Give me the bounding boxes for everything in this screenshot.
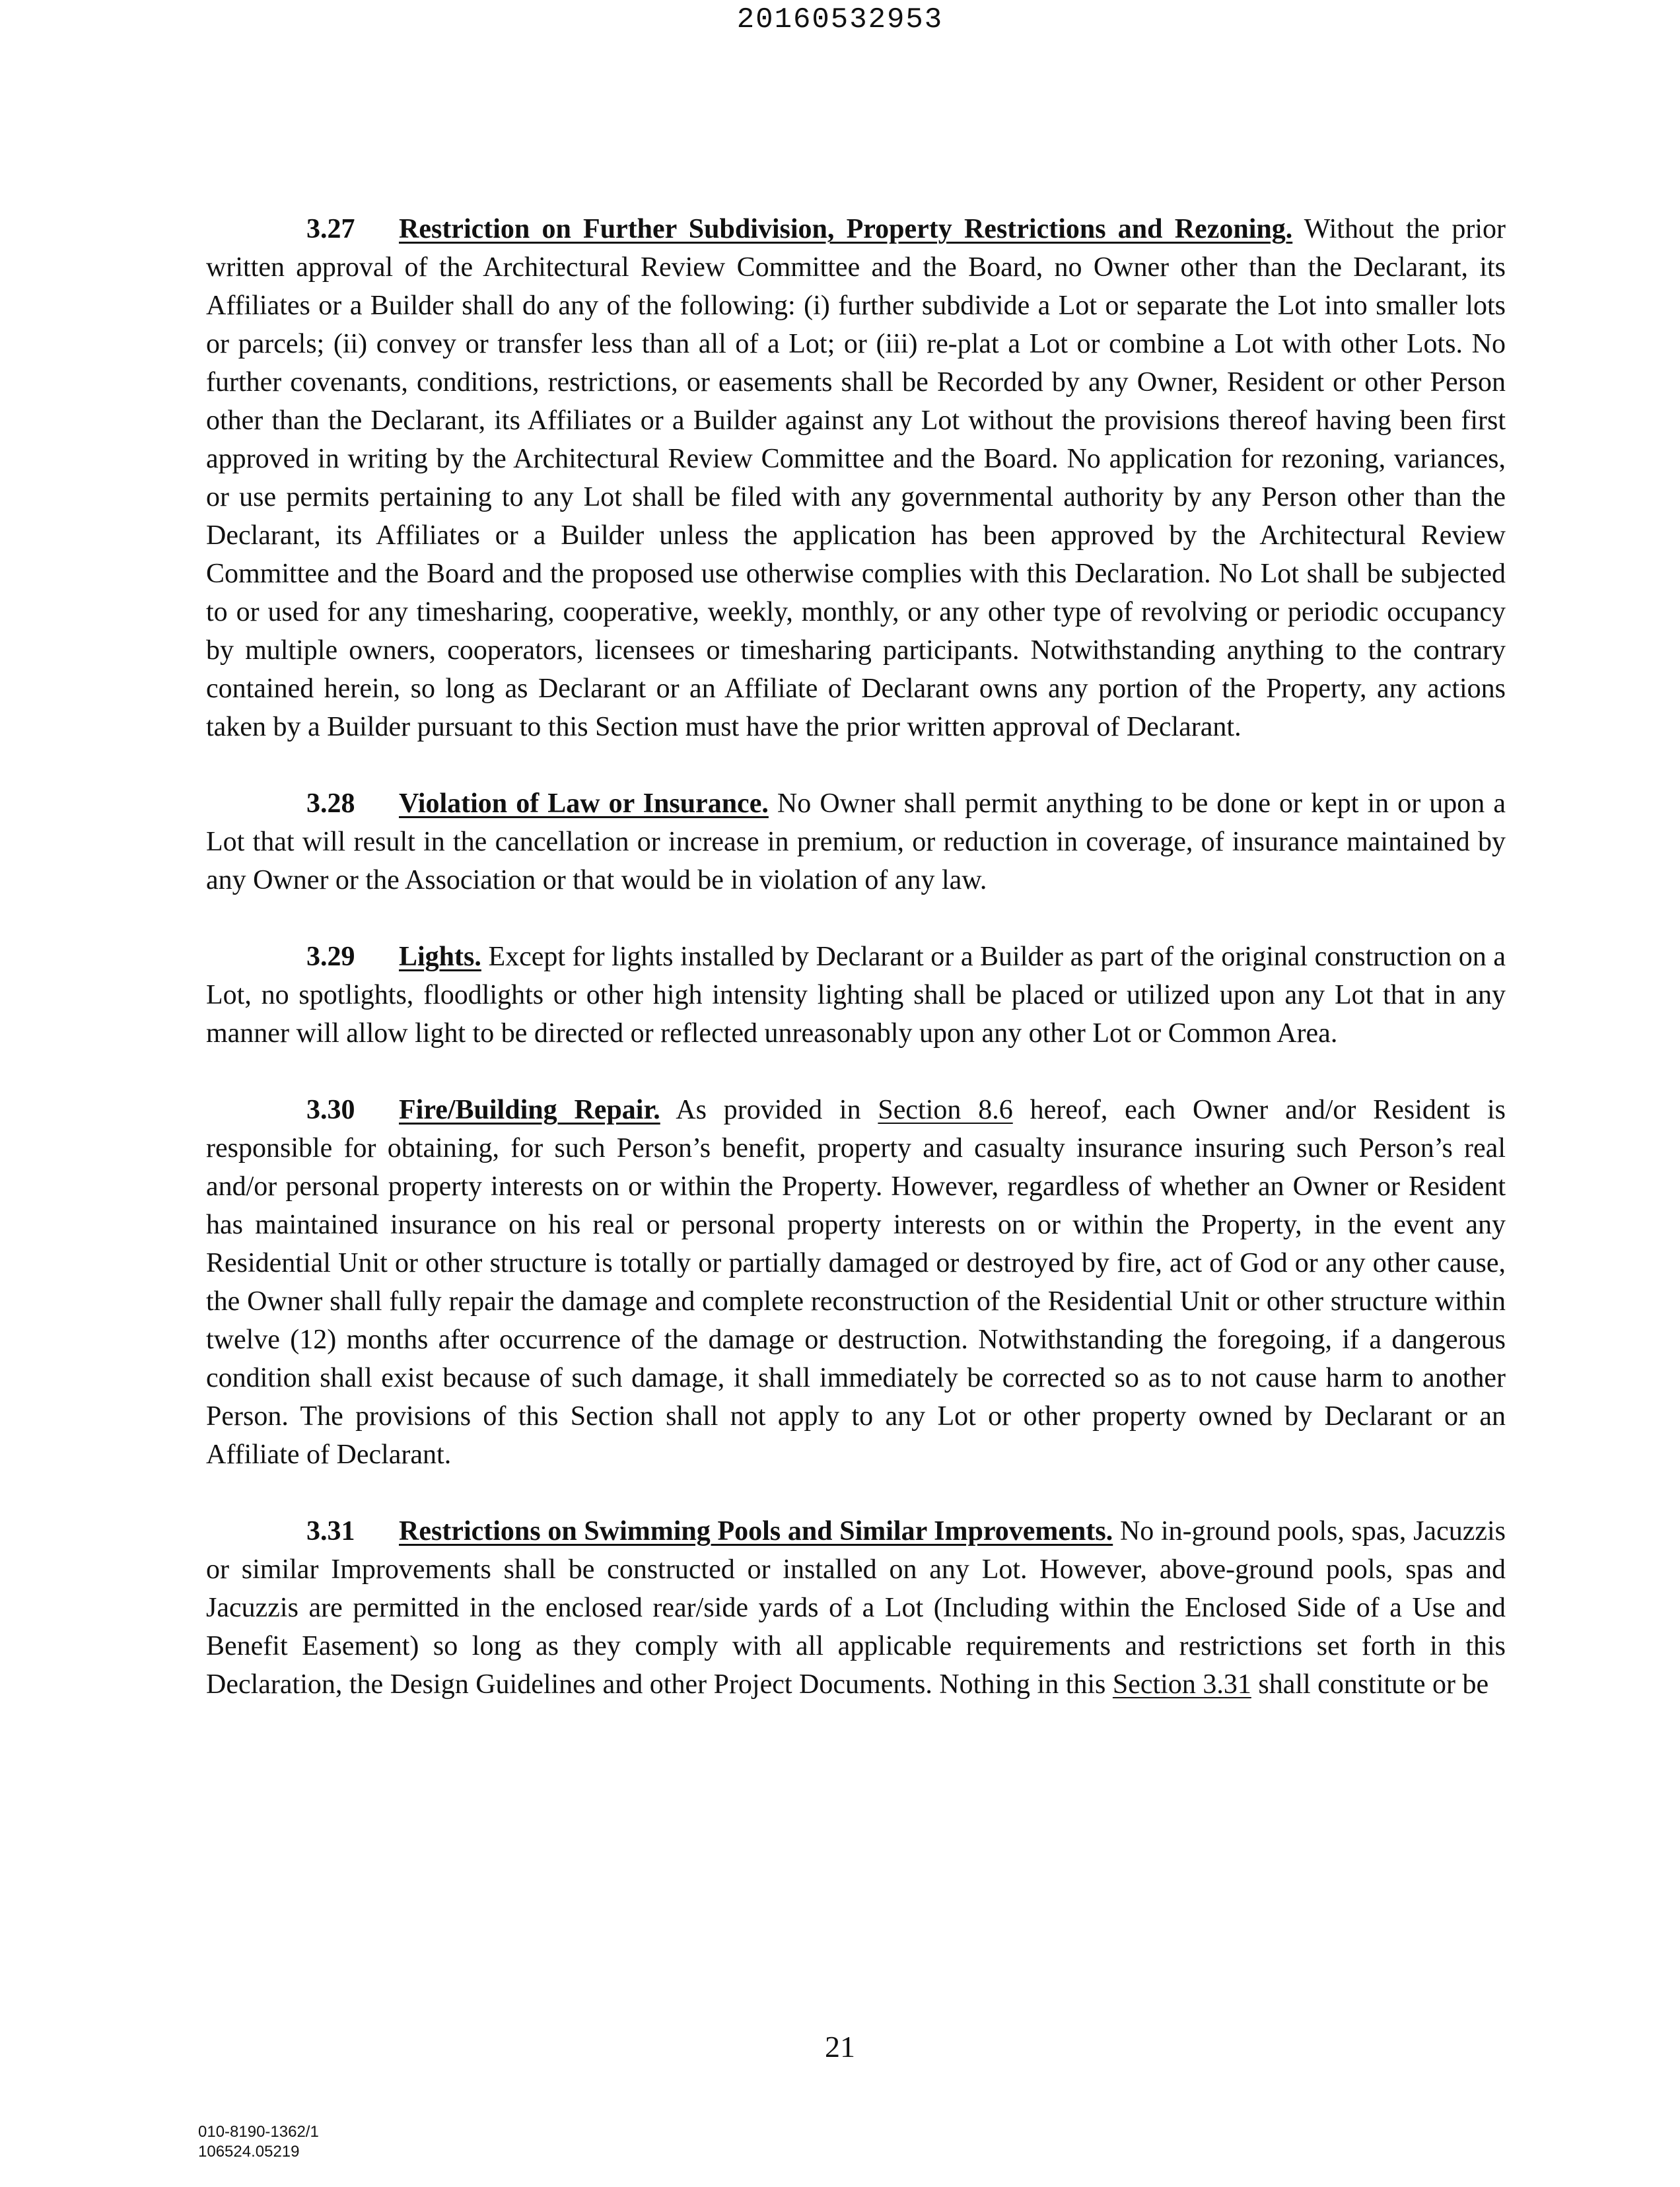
section-body-start: As provided in [676,1095,861,1125]
section-body: No Owner shall permit anything to be done or kept in or upon a Lot that will result in the cancellation or increase in premium, or reduction in coverage, of insurance maintained by any Owner or the Association or that would be in violation of any law. [206,788,1506,895]
section-3-29 [206,938,1506,1053]
section-title: Restriction on Further Subdivision, Property Restrictions and Rezoning. [399,214,1293,244]
section-title: Fire/Building Repair. [399,1095,660,1125]
section-title: Lights. [399,942,481,972]
section-title: Violation of Law or Insurance. [399,788,769,819]
footer-code-line: 106524.05219 [198,2143,300,2161]
footer-code-line: 010-8190-1362/1 [198,2123,319,2141]
section-3-27 [206,210,1506,746]
section-cross-reference: Section 3.31 [1112,1669,1251,1700]
section-body: Except for lights installed by Declarant or a Builder as part of the original construction on a Lot, no spotlights, floodlights or other high intensity lighting shall be placed or utilized upon any Lot that in any manner will allow light to be directed or reflected unreasonably upon any other Lot or Common Area. [206,942,1506,1049]
section-3-28 [206,784,1506,899]
page-number: 21 [825,2030,855,2064]
document-body [206,210,1506,1742]
section-body-rest: shall constitute or be [1258,1669,1489,1700]
section-cross-reference: Section 8.6 [878,1095,1013,1125]
section-number: 3.30 [306,1095,355,1125]
section-body: Without the prior written approval of the Architectural Review Committee and the Board, no Owner other than the Declarant, its Affiliates or a Builder shall do any of the following: (i) further subdivide a Lot or separate the Lot into smaller lots or parcels; (ii) convey or transfer less than all of a Lot; or (iii) re-plat a Lot or combine a Lot with other Lots. No further covenants, conditions, restrictions, or easements shall be Recorded by any Owner, Resident or other Person other than the Declarant, its Affiliates or a Builder against any Lot without the provisions thereof having been first approved in writing by the Architectural Review Committee and the Board. No application for rezoning, variances, or use permits pertaining to any Lot shall be filed with any governmental authority by any Person other than the Declarant, its Affiliates or a Builder unless the application has been approved by the Architectural Review Committee and the Board and the proposed use otherwise complies with this Declaration. No Lot shall be subjected to or used for any timesharing, cooperative, weekly, monthly, or any other type of revolving or periodic occupancy by multiple owners, cooperators, licensees or timesharing participants. Notwithstanding anything to the contrary contained herein, so long as Declarant or an Affiliate of Declarant owns any portion of the Property, any actions taken by a Builder pursuant to this Section must have the prior written approval of Declarant. [206,214,1506,742]
section-number: 3.29 [306,942,355,972]
section-number: 3.31 [306,1516,355,1546]
section-number: 3.27 [306,214,355,244]
footer-document-codes [198,2122,319,2162]
section-3-31 [206,1512,1506,1704]
section-title: Restrictions on Swimming Pools and Similar Improvements. [399,1516,1113,1546]
section-body-start: No in-ground pools, spas, Jacuzzis or similar Improvements shall be constructed or installed on any Lot. However, above-ground pools, spas and Jacuzzis are permitted in the enclosed rear/side yards of a Lot (Including within the Enclosed Side of a Use and Benefit Easement) so long as they comply with all applicable requirements and restrictions set forth in this Declaration, the Design Guidelines and other Project Documents. Nothing in this [206,1516,1506,1700]
section-body-rest: hereof, each Owner and/or Resident is responsible for obtaining, for such Person’s benefit, property and casualty insurance insuring such Person’s real and/or personal property interests on or within the Property. However, regardless of whether an Owner or Resident has maintained insurance on his real or personal property interests on or within the Property, in the event any Residential Unit or other structure is totally or partially damaged or destroyed by fire, act of God or any other cause, the Owner shall fully repair the damage and complete reconstruction of the Residential Unit or other structure within twelve (12) months after occurrence of the damage or destruction. Notwithstanding the foregoing, if a dangerous condition shall exist because of such damage, it shall immediately be corrected so as to not cause harm to another Person. The provisions of this Section shall not apply to any Lot or other property owned by Declarant or an Affiliate of Declarant. [206,1095,1506,1470]
section-3-30 [206,1091,1506,1474]
document-number: 20160532953 [736,3,944,36]
section-number: 3.28 [306,788,355,819]
